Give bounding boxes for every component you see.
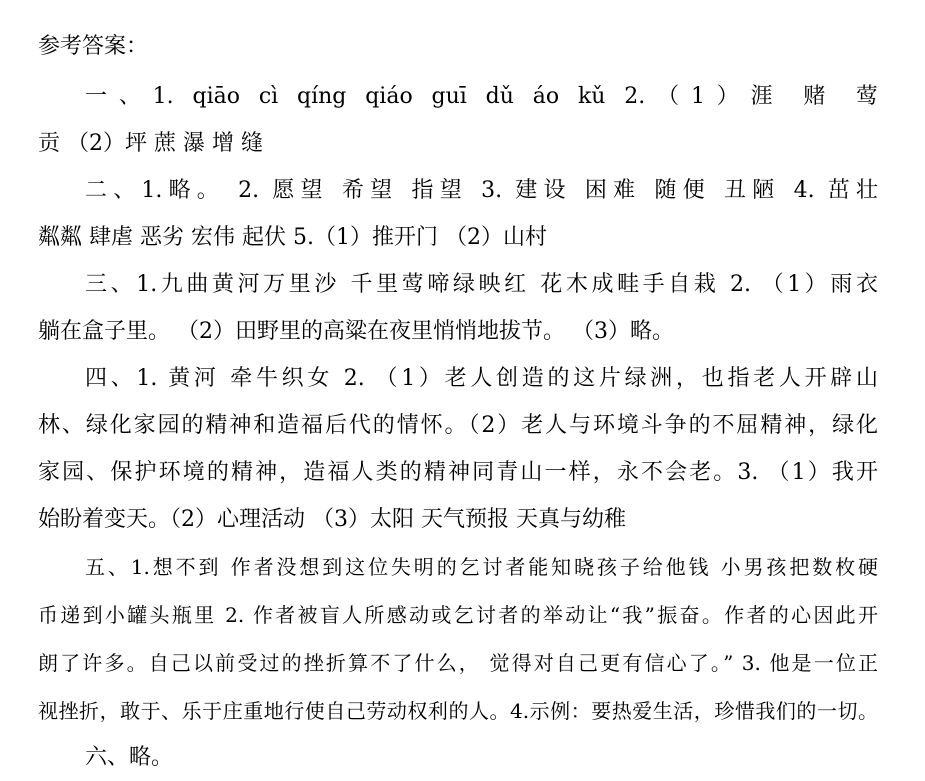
text-line: 粼粼 肆虐 恶劣 宏伟 起伏 5.（1）推开门 （2）山村: [38, 225, 547, 250]
text-line: 家园、保护环境的精神，造福人类的精神同青山一样，永不会老。3. （1）我开: [38, 460, 878, 485]
answer-section-4: [38, 355, 878, 543]
text-line: 贡 （2）坪 蔗 瀑 增 缝: [38, 131, 263, 156]
text-line: 林、绿化家园的精神和造福后代的情怀。（2）老人与环境斗争的不屈精神，绿化: [38, 413, 878, 438]
answer-section-5: [38, 543, 878, 735]
answer-section-1: [38, 73, 878, 167]
text-line: 一、1. qiāo cì qíng qiáo guī dǔ áo kǔ 2.（1）涯 赌 莺: [85, 84, 878, 109]
text-line: 躺在盒子里。 （2）田野里的高粱在夜里悄悄地拔节。 （3）略。: [38, 319, 674, 344]
text-line: 三、1.九曲黄河万里沙 千里莺啼绿映红 花木成畦手自栽 2. （1）雨衣: [85, 272, 878, 297]
text-line: 二、1.略。 2. 愿望 希望 指望 3. 建设 困难 随便 丑陋 4. 茁壮: [85, 178, 878, 203]
answer-section-6: [38, 734, 878, 781]
text-line: 四、1. 黄河 牵牛织女 2. （1）老人创造的这片绿洲，也指老人开辟山: [85, 366, 878, 391]
text-line: 始盼着变天。（2）心理活动 （3）太阳 天气预报 天真与幼稚: [38, 507, 626, 532]
answer-section-2: [38, 167, 878, 261]
document-title: 参考答案：: [38, 34, 149, 59]
text-line: 币递到小罐头瓶里 2. 作者被盲人所感动或乞讨者的举动让“我”振奋。作者的心因此开: [38, 603, 878, 627]
text-line: 朗了许多。自己以前受过的挫折算不了什么， 觉得对自己更有信心了。” 3. 他是一位正: [38, 651, 878, 675]
text-line: 视挫折，敢于、乐于庄重地行使自己劳动权利的人。4.示例：要热爱生活，珍惜我们的一切。: [38, 699, 878, 723]
answer-section-3: [38, 261, 878, 355]
text-line: 五、1.想不到 作者没想到这位失明的乞讨者能知晓孩子给他钱 小男孩把数枚硬: [85, 555, 878, 579]
text-line: 六、略。: [85, 745, 174, 770]
